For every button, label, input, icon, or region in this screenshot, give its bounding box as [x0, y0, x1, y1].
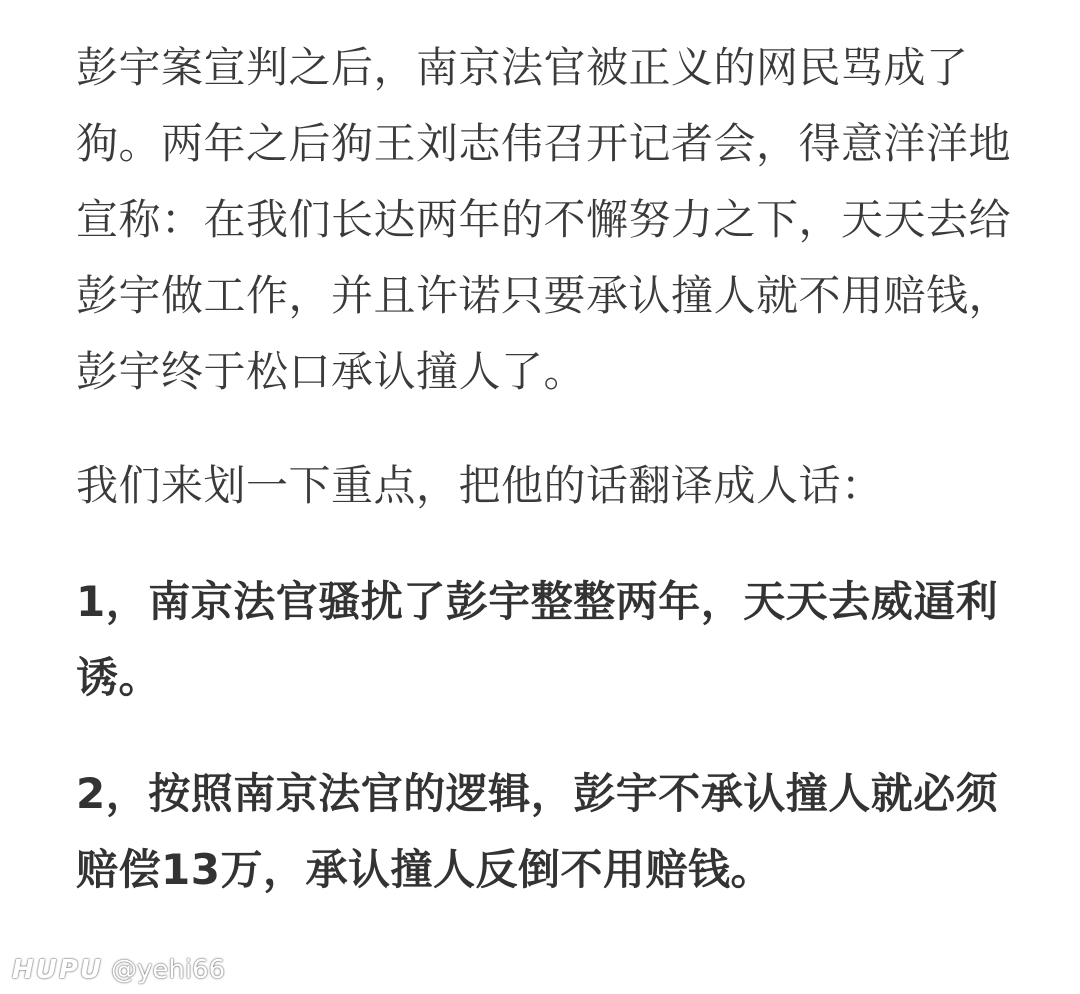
paragraph-point-2: 2，按照南京法官的逻辑，彭宇不承认撞人就必须赔偿13万，承认撞人反倒不用赔钱。 — [76, 769, 999, 894]
watermark-handle: @yehi66 — [111, 955, 226, 985]
watermark — [12, 952, 225, 988]
article-body — [76, 30, 1016, 908]
paragraph-point-1: 1，南京法官骚扰了彭宇整整两年，天天去威逼利诱。 — [76, 577, 999, 702]
paragraph-highlight-lead: 我们来划一下重点，把他的话翻译成人话： — [76, 461, 884, 510]
watermark-brand: HUPU — [12, 955, 104, 985]
paragraph-intro: 彭宇案宣判之后，南京法官被正义的网民骂成了狗。两年之后狗王刘志伟召开记者会，得意洋洋地宣称：在我们长达两年的不懈努力之下，天天去给彭宇做工作，并且许诺只要承认撞人就不用赔钱，彭宇终于松口承认撞人了。 — [76, 43, 1012, 396]
